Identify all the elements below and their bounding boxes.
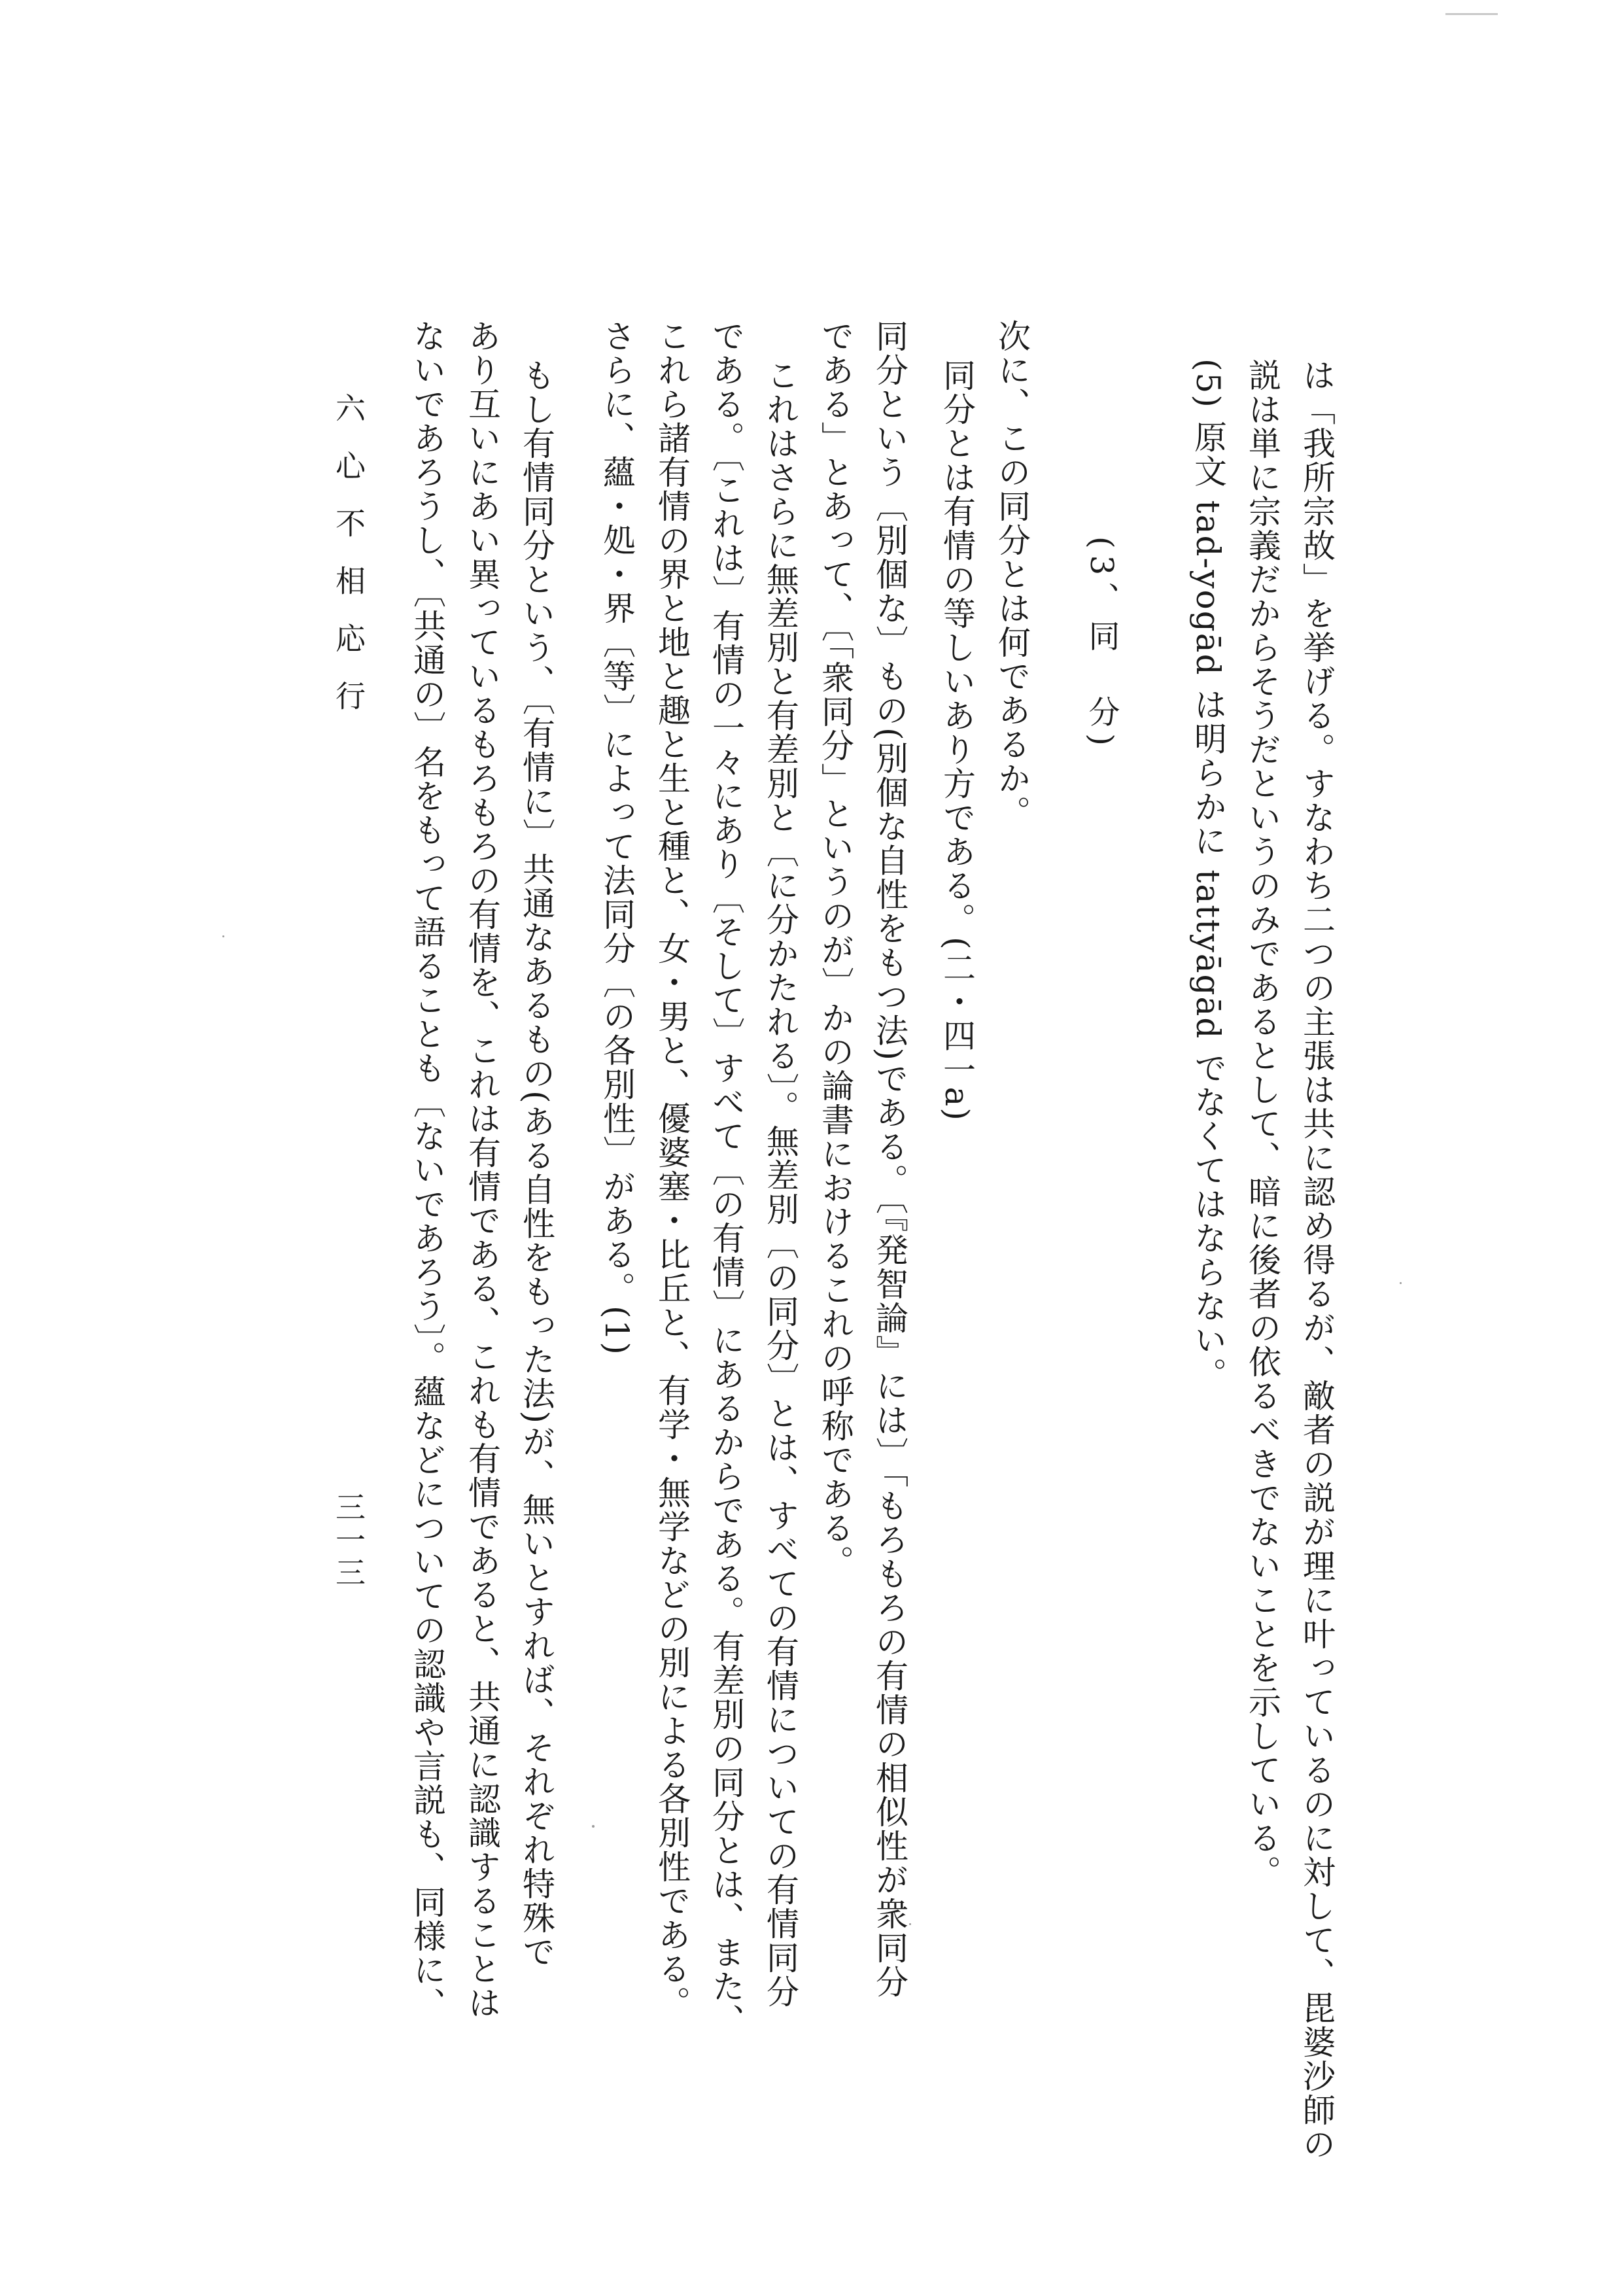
paragraph-2-line-1: 同分という〔別個な〕もの(別個な自性をもつ法)である。〔『発智論』には〕「もろもろの有情の相似性が衆同分 <box>871 319 908 2000</box>
note-5: (5) 原文 tad-yogād は明らかに tattyāgād でなくてはならない。 <box>1189 358 1227 1392</box>
paragraph-4-line-2: あり互いにあい異っているもろもろの有情を、これは有情である、これも有情であると、共通に認識することは <box>463 319 501 2020</box>
verse-line: 同分とは有情の等しいあり方である。(二・四一a) <box>938 358 976 1122</box>
paragraph-3-line-2: である。〔これは〕有情の一々にあり〔そして〕すべて〔の有情〕にあるからである。有差別の同分とは、また、 <box>707 319 745 2038</box>
scan-speck <box>1445 13 1498 15</box>
scan-speck <box>592 1825 595 1828</box>
scan-speck <box>1400 1282 1402 1284</box>
chapter-title: 六心不相応行 <box>331 392 366 738</box>
body-question: 次に、この同分とは何であるか。 <box>993 319 1031 829</box>
paragraph-3-line-4: さらに、蘊・処・界〔等〕によって法同分〔の各別性〕がある。(1) <box>598 319 636 1356</box>
page-number: 三一三 <box>331 1491 366 1590</box>
scan-speck <box>222 935 224 937</box>
note-4-continuation: 説は単に宗義だからそうだというのみであるとして、暗に後者の依るべきでないことを示している。 <box>1243 358 1281 1889</box>
paragraph-4-line-1: もし有情同分という、〔有情に〕共通なあるもの(ある自性をもった法)が、無いとすれば、それぞれ特殊で <box>517 358 555 1970</box>
scan-speck <box>909 1923 911 1925</box>
paragraph-3-line-3: これら諸有情の界と地と趣と生と種と、女・男と、優婆塞・比丘と、有学・無学などの別による各別性である。 <box>653 319 691 2020</box>
section-heading: (3、同 分) <box>1083 536 1120 752</box>
paragraph-3-line-1: これはさらに無差別と有差別と〔に分かたれる〕。無差別〔の同分〕とは、すべての有情についての有情同分 <box>761 358 799 2009</box>
paragraph-2-line-2: である」とあって、〔「衆同分」というのが〕かの論書におけるこれの呼称である。 <box>816 319 854 1579</box>
note-4-tail: は「我所宗故」を挙げる。すなわち二つの主張は共に認め得るが、敵者の説が理に叶っているのに対して、毘婆沙師の <box>1298 358 1336 2161</box>
paragraph-4-line-3: ないであろうし、〔共通の〕名をもって語ることも〔ないであろう〕。蘊などについての認識や言説も、同様に、 <box>408 319 446 2021</box>
